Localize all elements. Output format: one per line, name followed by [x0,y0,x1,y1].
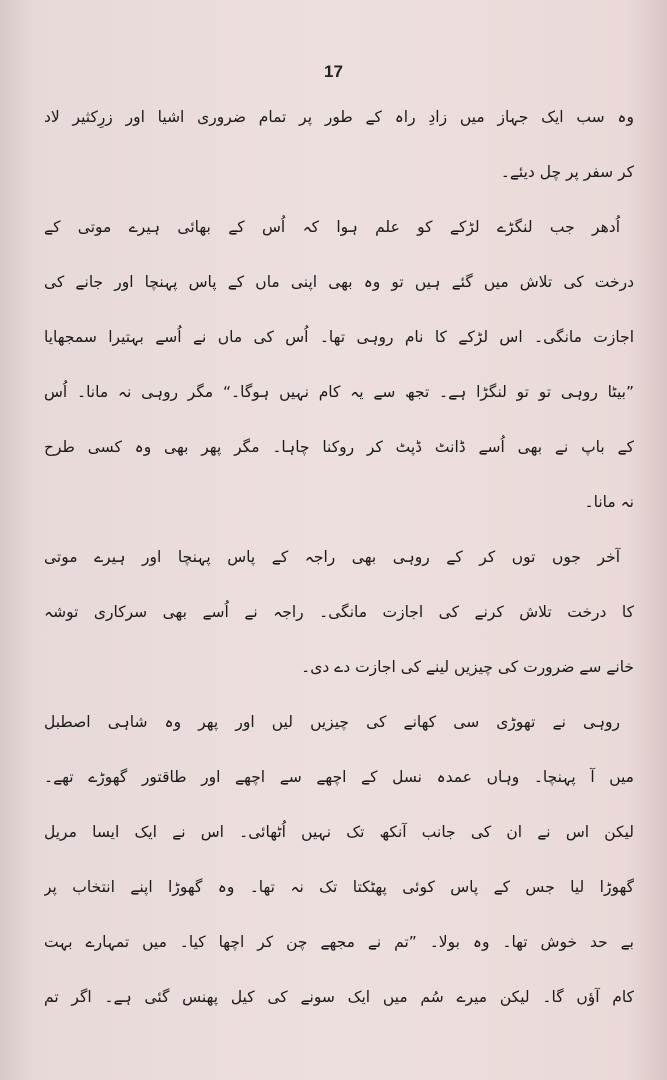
text-line: کام آؤں گا۔ لیکن میرے سُم میں ایک سونے کی کیل پھنس گئی ہے۔ اگر تم [44,988,634,1006]
text-line: کے باپ نے بھی اُسے ڈانٹ ڈپٹ کر روکنا چاہا۔ مگر پھر بھی وہ کسی طرح [44,438,634,456]
text-line: وہ سب ایک جہاز میں زادِ راہ کے طور پر تمام ضروری اشیا اور زرِکثیر لاد [44,108,634,126]
page-number: 17 [324,62,343,81]
text-line: ”بیٹا روہی تو تو لنگڑا ہے۔ تجھ سے یہ کام نہیں ہوگا۔“ مگر روہی نہ مانا۔ اُس [44,383,634,401]
paragraph-start-line: اُدھر جب لنگڑے لڑکے کو علم ہوا کہ اُس کے بھائی ہیرے موتی کے [44,218,620,236]
paragraph-start-line: روہی نے تھوڑی سی کھانے کی چیزیں لیں اور پھر وہ شاہی اصطبل [44,713,620,731]
body-text [44,104,634,1039]
text-line: کا درخت تلاش کرنے کی اجازت مانگی۔ راجہ نے اُسے بھی سرکاری توشہ [44,603,634,621]
text-line: نہ مانا۔ [584,493,634,511]
text-line: اجازت مانگی۔ اس لڑکے کا نام روہی تھا۔ اُس کی ماں نے اُسے بہتیرا سمجھایا [44,328,634,346]
text-line: خانے سے ضرورت کی چیزیں لینے کی اجازت دے دی۔ [301,658,634,676]
text-line: بے حد خوش تھا۔ وہ بولا۔ ”تم نے مجھے چن کر اچھا کیا۔ میں تمہارے بہت [44,933,634,951]
text-line: گھوڑا لیا جس کے پاس کوئی پھٹکتا تک نہ تھا۔ وہ گھوڑا اپنے انتخاب پر [44,878,634,896]
paragraph-start-line: آخر جوں توں کر کے روہی بھی راجہ کے پاس پہنچا اور ہیرے موتی [44,548,620,566]
text-line: لیکن اس نے ان کی جانب آنکھ تک نہیں اُٹھائی۔ اس نے ایک ایسا مریل [44,823,634,841]
text-line: میں آ پہنچا۔ وہاں عمدہ نسل کے اچھے سے اچھے اور طاقتور گھوڑے تھے۔ [44,768,634,786]
text-line: کر سفر پر چل دیئے۔ [500,163,634,181]
text-line: درخت کی تلاش میں گئے ہیں تو وہ بھی اپنی ماں کے پاس پہنچا اور جانے کی [44,273,634,291]
